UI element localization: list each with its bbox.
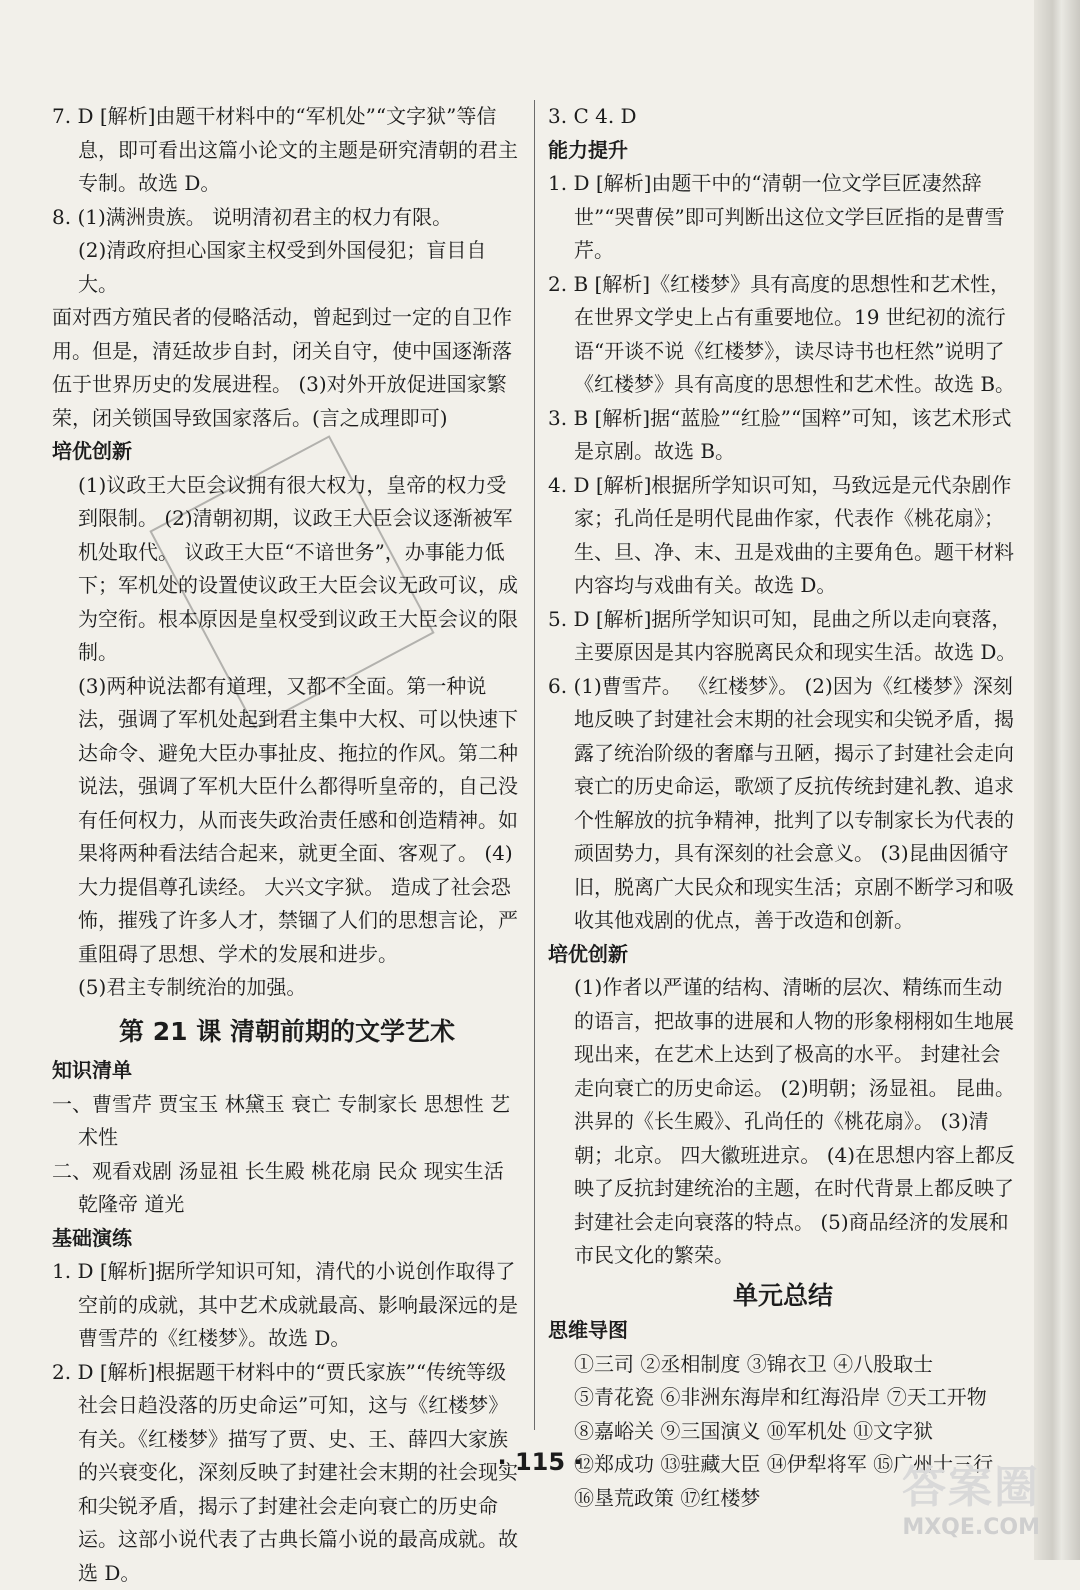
peiyou-right-answer: (1)作者以严谨的结构、清晰的层次、精练而生动的语言，把故事的进展和人物的形象栩栩如生地展现出来，在艺术上达到了极高的水平。 封建社会走向衰亡的历史命运。 (2)明朝；汤显祖。 昆曲。 洪昇的《长生殿》、孔尚任的《桃花扇》。 (3)清朝；北京。 四大徽班进京。 (4)在思想内容上都反映了反抗封建统治的主题，在时代背景上都反映了封建社会走向衰落的特点。 (5)商品经济的发展和市民文化的繁荣。 [548, 971, 1018, 1273]
section-heading-peiyou-right: 培优创新 [548, 938, 1018, 972]
watermark [902, 1451, 1040, 1540]
answer-7: 7. D [解析]由题干材料中的“军机处”“文字狱”等信息，即可看出这篇小论文的主题是研究清朝的君主专制。故选 D。 [52, 100, 522, 201]
knowledge-list-1: 一、曹雪芹 贾宝玉 林黛玉 衰亡 专制家长 思想性 艺术性 [52, 1088, 522, 1155]
basic-answer-3-4: 3. C 4. D [548, 100, 1018, 134]
page-number: · 115 · [0, 1448, 1080, 1476]
right-column [548, 100, 1018, 1515]
ability-answer-1: 1. D [解析]由题干中的“清朝一位文学巨匠凄然辞世”“哭曹侯”即可判断出这位文学巨匠指的是曹雪芹。 [548, 167, 1018, 268]
ability-answer-6: 6. (1)曹雪芹。 《红楼梦》。 (2)因为《红楼梦》深刻地反映了封建社会末期的社会现实和尖锐矛盾，揭露了统治阶级的奢靡与丑陋，揭示了封建社会走向衰亡的历史命运，歌颂了反抗传统封建礼教、追求个性解放的抗争精神，批判了以专制家长为代表的顽固势力，具有深刻的社会意义。 (3)昆曲因循守旧，脱离广大民众和现实生活；京剧不断学习和吸收其他戏剧的优点，善于改造和创新。 [548, 670, 1018, 938]
lesson-title: 第 21 课 清朝前期的文学艺术 [52, 1015, 522, 1049]
mindmap-row-2: ⑤青花瓷 ⑥非洲东海岸和红海沿岸 ⑦天工开物 [548, 1381, 1018, 1415]
page-edge [1034, 0, 1080, 1560]
mindmap-row-1: ①三司 ②丞相制度 ③锦衣卫 ④八股取士 [548, 1348, 1018, 1382]
ability-answer-5: 5. D [解析]据所学知识可知，昆曲之所以走向衰落，主要原因是其内容脱离民众和现实生活。故选 D。 [548, 603, 1018, 670]
peiyou-answer-1: (1)议政王大臣会议拥有很大权力，皇帝的权力受到限制。 (2)清朝初期，议政王大臣会议逐渐被军机处取代。 议政王大臣“不谙世务”，办事能力低下；军机处的设置使议政王大臣会议无政可议，成为空衔。根本原因是皇权受到议政王大臣会议的限制。 [52, 469, 522, 670]
section-heading-siwei: 思维导图 [548, 1314, 1018, 1348]
peiyou-answer-5: (5)君主专制统治的加强。 [52, 971, 522, 1005]
section-heading-jichu: 基础演练 [52, 1222, 522, 1256]
watermark-url: MXQE.COM [902, 1515, 1040, 1540]
ability-answer-2: 2. B [解析]《红楼梦》具有高度的思想性和艺术性，在世界文学史上占有重要地位。19 世纪初的流行语“开谈不说《红楼梦》，读尽诗书也枉然”说明了《红楼梦》具有高度的思想性和艺术性。故选 B。 [548, 268, 1018, 402]
left-column [52, 100, 522, 1590]
knowledge-list-2: 二、观看戏剧 汤显祖 长生殿 桃花扇 民众 现实生活 乾隆帝 道光 [52, 1155, 522, 1222]
answer-8-part3: 面对西方殖民者的侵略活动，曾起到过一定的自卫作用。但是，清廷故步自封，闭关自守，使中国逐渐落伍于世界历史的发展进程。 (3)对外开放促进国家繁荣，闭关锁国导致国家落后。(言之成理即可) [52, 301, 522, 435]
basic-answer-1: 1. D [解析]据所学知识可知，清代的小说创作取得了空前的成就，其中艺术成就最高、影响最深远的是曹雪芹的《红楼梦》。故选 D。 [52, 1255, 522, 1356]
section-heading-nengli: 能力提升 [548, 134, 1018, 168]
basic-answer-2: 2. D [解析]根据题干材料中的“贾氏家族”“传统等级社会日趋没落的历史命运”可知，这与《红楼梦》有关。《红楼梦》描写了贾、史、王、薛四大家族的兴衰变化，深刻反映了封建社会末期的社会现实和尖锐矛盾，揭示了封建社会走向衰亡的历史命运。这部小说代表了古典长篇小说的最高成就。故选 D。 [52, 1356, 522, 1590]
ability-answer-4: 4. D [解析]根据所学知识可知，马致远是元代杂剧作家；孔尚任是明代昆曲作家，代表作《桃花扇》；生、旦、净、末、丑是戏曲的主要角色。题干材料内容均与戏曲有关。故选 D。 [548, 469, 1018, 603]
answer-8-part2: (2)清政府担心国家主权受到外国侵犯；盲目自大。 [52, 234, 522, 301]
ability-answer-3: 3. B [解析]据“蓝脸”“红脸”“国粹”可知，该艺术形式是京剧。故选 B。 [548, 402, 1018, 469]
mindmap-row-4: ⑫郑成功 ⑬驻藏大臣 ⑭伊犁将军 ⑮广州十三行 ⑯垦荒政策 ⑰红楼梦 [548, 1448, 1018, 1515]
mindmap-row-3: ⑧嘉峪关 ⑨三国演义 ⑩军机处 ⑪文字狱 [548, 1415, 1018, 1449]
column-divider [534, 100, 535, 1430]
unit-summary-title: 单元总结 [548, 1279, 1018, 1313]
section-heading-peiyou: 培优创新 [52, 435, 522, 469]
peiyou-answer-3: (3)两种说法都有道理，又都不全面。第一种说法，强调了军机处起到君主集中大权、可以快速下达命令、避免大臣办事扯皮、拖拉的作风。第二种说法，强调了军机大臣什么都得听皇帝的，自己没有任何权力，从而丧失政治责任感和创造精神。如果将两种看法结合起来，就更全面、客观了。 (4)大力提倡尊孔读经。 大兴文字狱。 造成了社会恐怖，摧残了许多人才，禁锢了人们的思想言论，严重阻碍了思想、学术的发展和进步。 [52, 670, 522, 972]
section-heading-zhishi: 知识清单 [52, 1054, 522, 1088]
answer-8-part1: 8. (1)满洲贵族。 说明清初君主的权力有限。 [52, 201, 522, 235]
watermark-logo: 答案圈 [902, 1451, 1040, 1515]
